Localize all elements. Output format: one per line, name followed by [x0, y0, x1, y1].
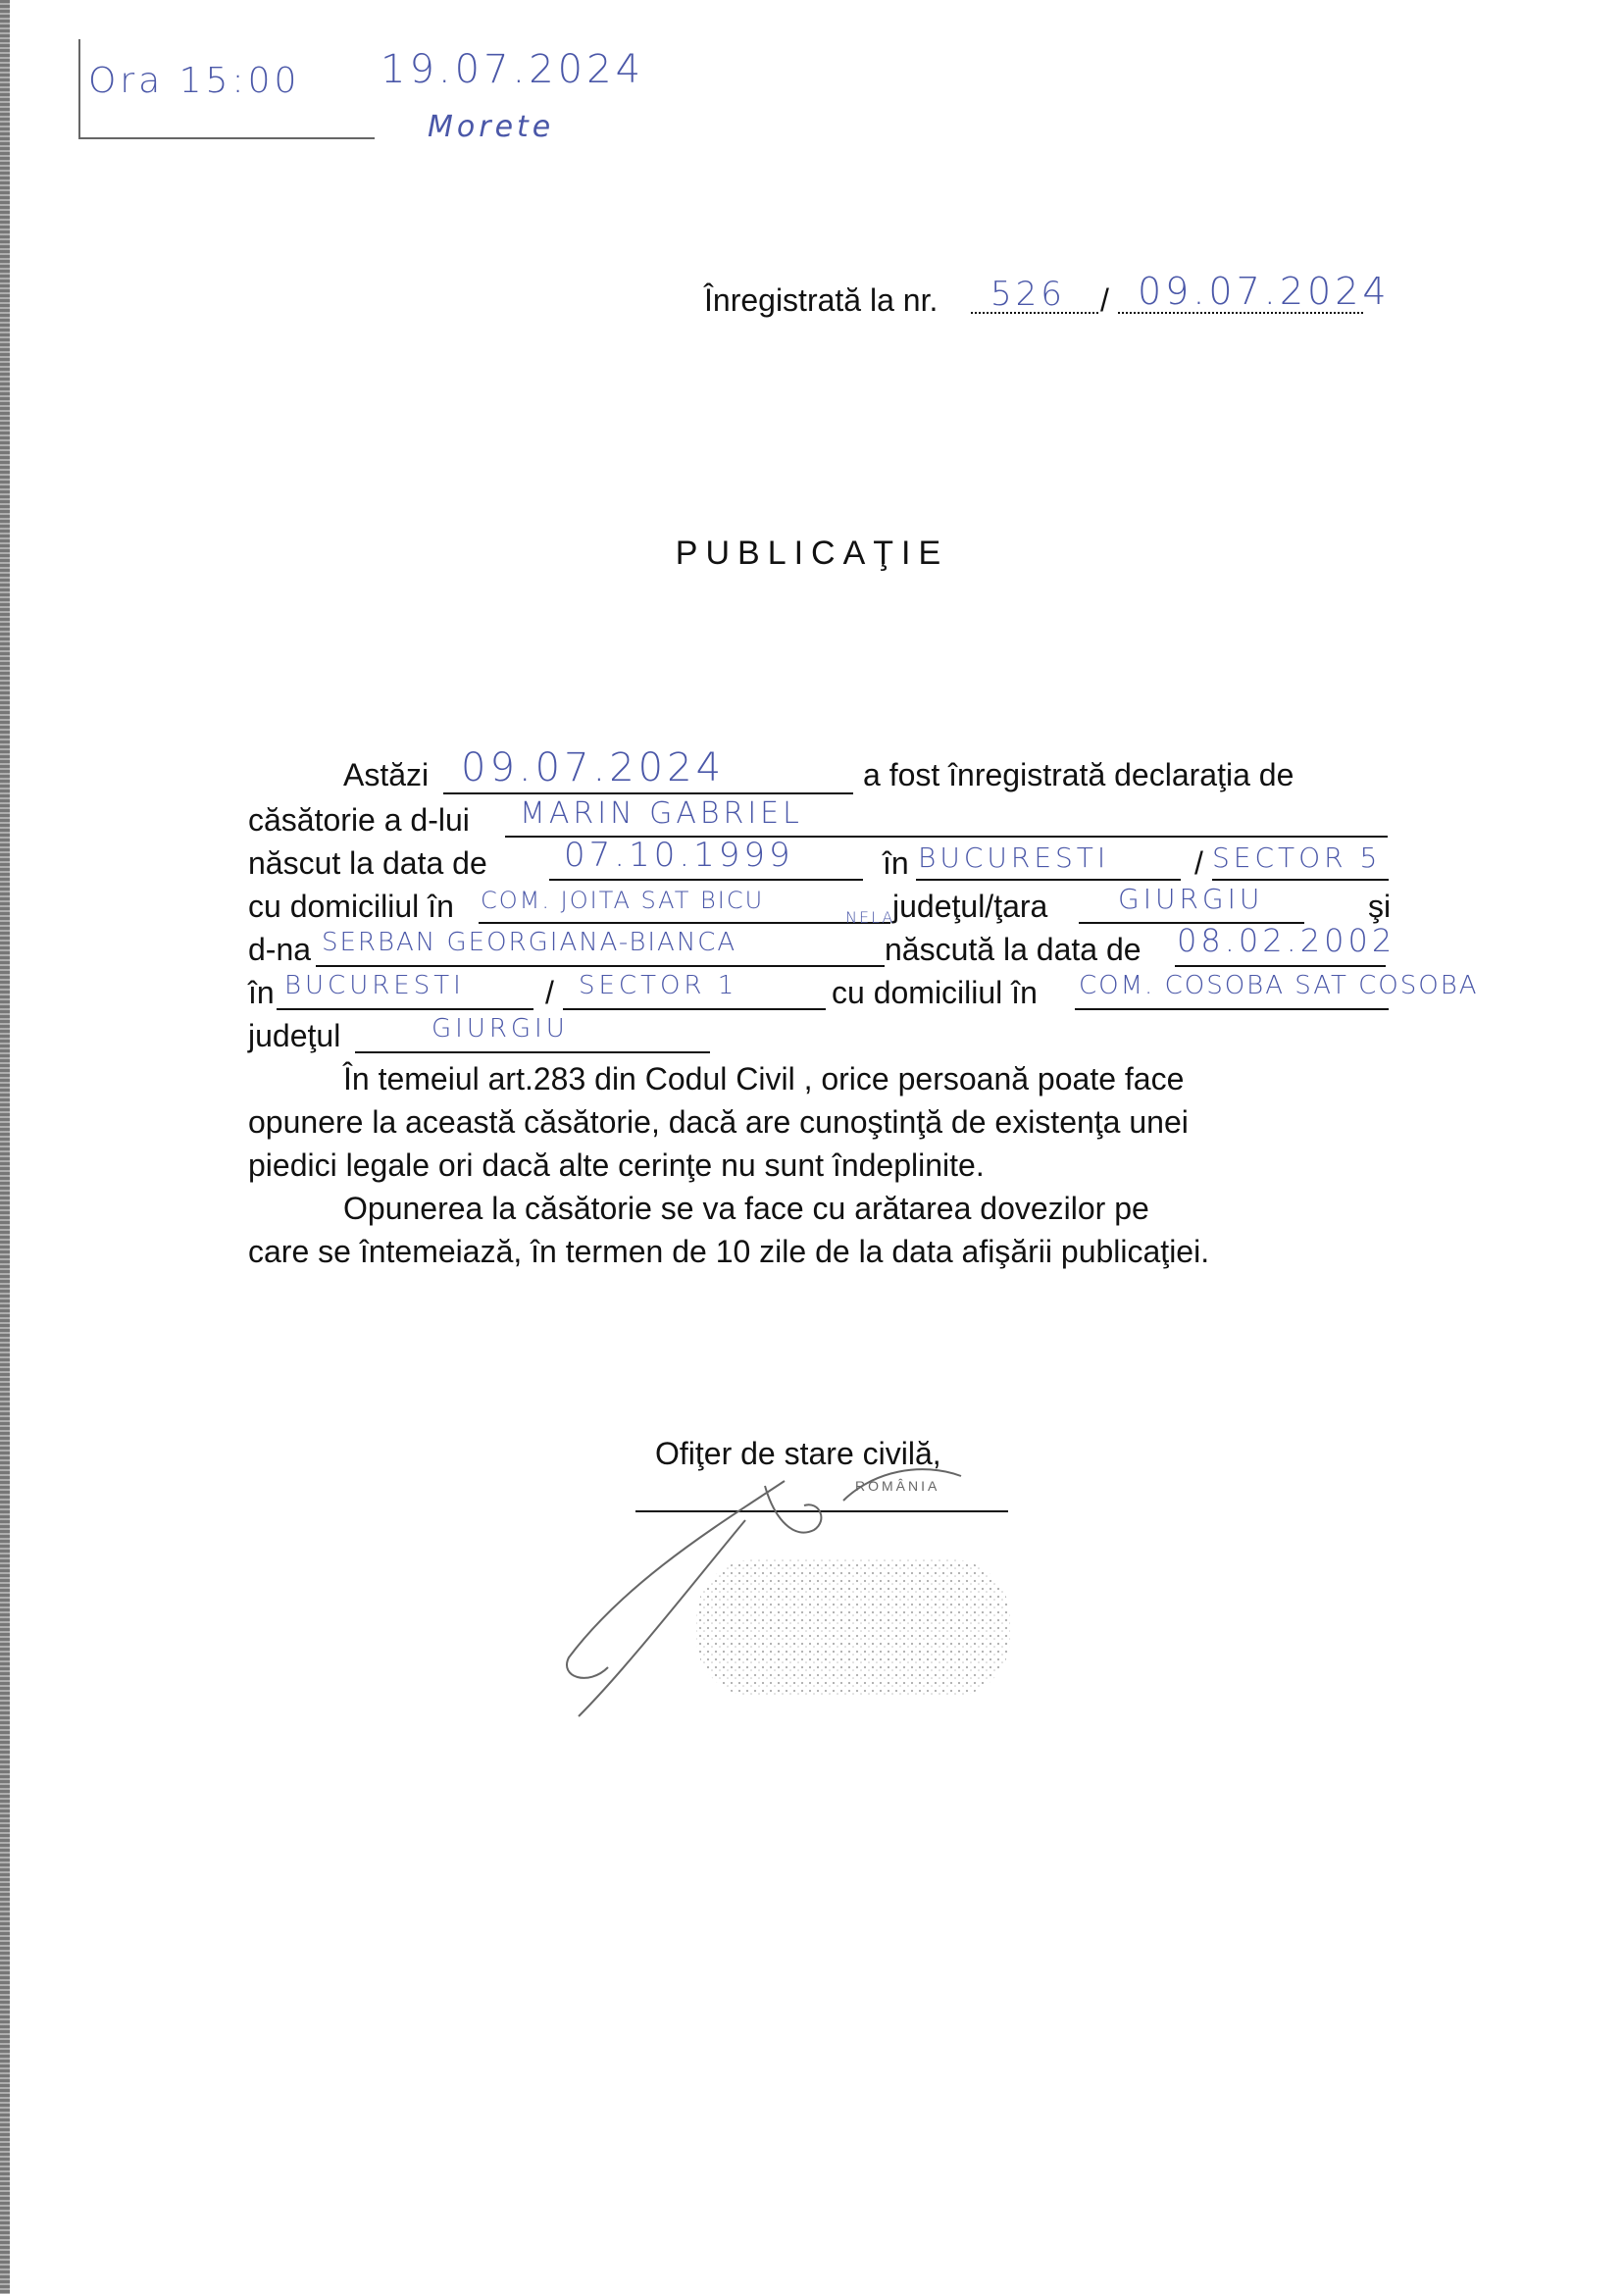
- body-p1-l1: În temeiul art.283 din Codul Civil , orice persoană poate face: [343, 1061, 1185, 1096]
- bride-county: GIURGIU: [431, 1014, 569, 1044]
- form-bride-domicile-label: cu domiciliul în: [832, 975, 1038, 1010]
- bride-name: SERBAN GEORGIANA-BIANCA: [322, 928, 737, 957]
- form-born-label: născut la data de: [248, 845, 487, 881]
- form-groom-label: căsătorie a d-lui: [248, 802, 470, 838]
- form-sep-1: /: [1194, 845, 1203, 881]
- groom-birth-date: 07.10.1999: [564, 836, 794, 875]
- bride-birth-sector: SECTOR 1: [579, 971, 738, 1000]
- body-p2-l1: Opunerea la căsătorie se va face cu arătarea dovezilor pe: [343, 1191, 1149, 1226]
- bride-birth-date: 08.02.2002: [1177, 922, 1396, 959]
- bride-name-line: [316, 965, 885, 967]
- stamp-text: ROMÂNIA: [855, 1478, 940, 1494]
- bride-birth-city: BUCURESTI: [284, 971, 465, 1000]
- bride-birth-sector-line: [563, 1008, 826, 1010]
- form-in-label: în: [883, 845, 909, 881]
- body-p1-l2: opunere la această căsătorie, dacă are cunoştinţă de existenţa unei: [248, 1104, 1189, 1140]
- form-domicile-label: cu domiciliul în: [248, 889, 454, 924]
- groom-birth-city: BUCURESTI: [918, 841, 1110, 874]
- body-p1-l3: piedici legale ori dacă alte cerinţe nu sunt îndeplinite.: [248, 1147, 985, 1183]
- date-today: 09.07.2024: [461, 745, 726, 790]
- form-and-label: şi: [1368, 889, 1392, 924]
- form-bride-in-label: în: [248, 975, 275, 1010]
- scan-edge: [0, 0, 10, 2294]
- page-title: PUBLICAŢIE: [675, 535, 949, 572]
- bride-birth-city-line: [277, 1008, 533, 1010]
- bride-birth-date-line: [1175, 965, 1386, 967]
- form-bride-label: d-na: [248, 932, 312, 967]
- groom-name: MARIN GABRIEL: [520, 796, 803, 831]
- bride-county-line: [355, 1051, 710, 1053]
- stamp-smudge: [696, 1559, 1010, 1697]
- bride-domicile: COM. COSOBA SAT COSOBA: [1079, 971, 1479, 1000]
- registration-label: Înregistrată la nr.: [704, 282, 939, 318]
- form-l1-suffix: a fost înregistrată declaraţia de: [863, 757, 1294, 792]
- groom-birth-city-line: [916, 879, 1181, 881]
- bride-domicile-line: [1075, 1008, 1389, 1010]
- bride-name-insert: NELA: [845, 908, 895, 927]
- registration-date: 09.07.2024: [1138, 270, 1391, 313]
- registration-separator: /: [1100, 282, 1109, 318]
- receipt-time: Ora 15:00: [88, 61, 301, 101]
- groom-domicile: COM. JOITA SAT BICU: [481, 887, 765, 914]
- receipt-signature: Morete: [428, 110, 555, 144]
- signature-stroke-3: [765, 1486, 821, 1533]
- groom-domicile-line: [479, 922, 890, 924]
- date-today-line: [443, 792, 853, 794]
- groom-birth-sector: SECTOR 5: [1212, 841, 1382, 874]
- form-bride-county-label: judeţul: [248, 1018, 341, 1053]
- groom-birth-date-line: [549, 879, 863, 881]
- groom-birth-sector-line: [1212, 879, 1389, 881]
- form-astazi-label: Astăzi: [343, 757, 430, 792]
- form-bride-born-label: născută la data de: [885, 932, 1142, 967]
- registration-number: 526: [990, 275, 1066, 314]
- body-p2-l2: care se întemeiază, în termen de 10 zile de la data afişării publicaţiei.: [248, 1234, 1210, 1269]
- form-county-label: judeţul/ţara: [892, 889, 1048, 924]
- form-sep-2: /: [545, 975, 554, 1010]
- groom-county: GIURGIU: [1118, 883, 1264, 915]
- signature-stamp-graphic: [549, 1461, 1098, 1756]
- receipt-date: 19.07.2024: [381, 47, 645, 92]
- officer-label: Ofiţer de stare civilă,: [655, 1436, 941, 1471]
